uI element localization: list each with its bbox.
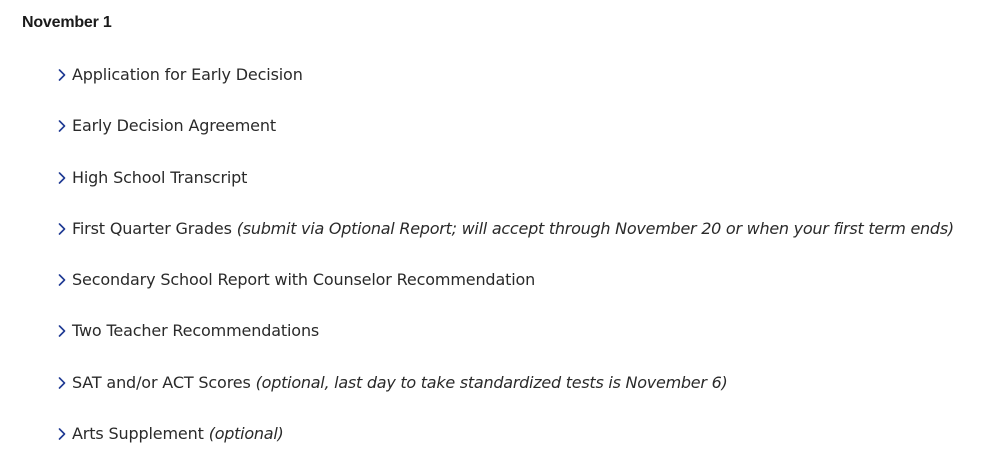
list-item-first-quarter-grades[interactable] [56, 217, 971, 241]
requirements-list [56, 63, 971, 473]
item-label: Application for Early Decision [72, 65, 303, 84]
list-item-early-decision-agreement[interactable] [56, 114, 971, 138]
chevron-right-icon [56, 222, 68, 236]
list-item-secondary-school-report[interactable] [56, 268, 971, 292]
chevron-right-icon [56, 324, 68, 338]
item-label: Early Decision Agreement [72, 116, 276, 136]
item-note: (optional, last day to take standardized tests is November 6) [255, 372, 728, 392]
chevron-right-icon [56, 68, 68, 82]
chevron-right-icon [56, 376, 68, 390]
chevron-right-icon [56, 171, 68, 185]
item-label: High School Transcript [72, 167, 248, 187]
chevron-right-icon [56, 119, 68, 133]
item-label: First Quarter Grades [72, 218, 232, 238]
item-note: (submit via Optional Report; will accept through November 20 or when your first term ends) [236, 218, 954, 238]
list-item-sat-act-scores[interactable] [56, 371, 971, 395]
list-item-application-early-decision[interactable] [56, 63, 971, 87]
item-label: Two Teacher Recommendations [72, 321, 320, 341]
list-item-arts-supplement[interactable] [56, 422, 971, 446]
chevron-right-icon [56, 273, 68, 287]
item-label: Arts Supplement [72, 424, 204, 444]
chevron-right-icon [56, 427, 68, 441]
item-note: (optional) [208, 424, 284, 444]
item-label: Secondary School Report with Counselor Recommendation [72, 270, 536, 290]
list-item-teacher-recommendations[interactable] [56, 319, 971, 343]
section-title: November 1 [22, 14, 112, 31]
item-label: SAT and/or ACT Scores [72, 372, 251, 392]
list-item-high-school-transcript[interactable] [56, 166, 971, 190]
